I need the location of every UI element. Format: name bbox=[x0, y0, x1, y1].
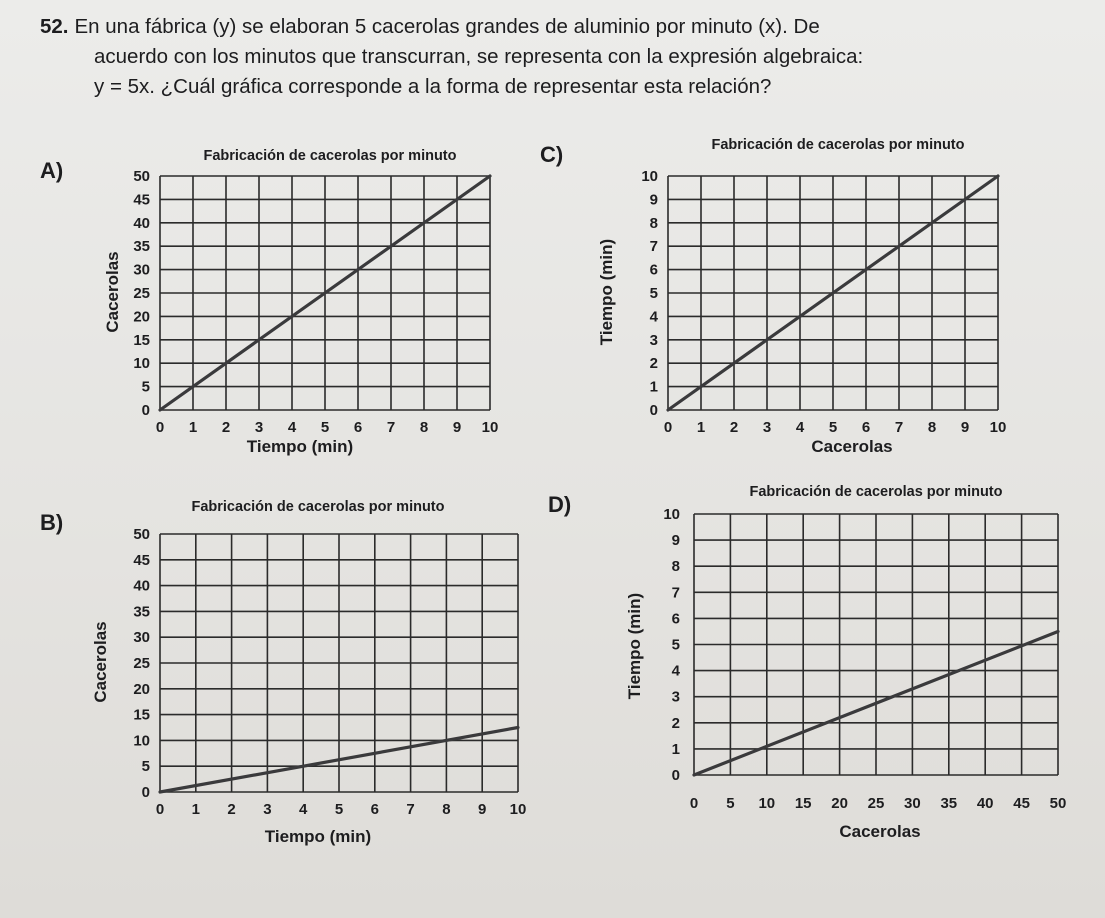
y-tick-label: 20 bbox=[133, 308, 150, 326]
y-tick-label: 4 bbox=[671, 662, 680, 680]
y-tick-label: 7 bbox=[671, 584, 680, 602]
x-tick-label: 20 bbox=[831, 795, 848, 812]
y-tick-label: 30 bbox=[133, 629, 150, 647]
chart-title: Fabricación de cacerolas por minuto bbox=[749, 484, 1003, 500]
x-tick-label: 30 bbox=[904, 795, 921, 812]
y-tick-label: 0 bbox=[649, 402, 658, 419]
y-tick-label: 5 bbox=[671, 636, 680, 654]
x-tick-label: 6 bbox=[353, 419, 363, 436]
x-tick-label: 9 bbox=[960, 419, 970, 436]
chart-title: Fabricación de cacerolas por minuto bbox=[191, 499, 445, 515]
y-tick-label: 3 bbox=[649, 331, 658, 349]
x-tick-label: 0 bbox=[155, 801, 165, 818]
x-tick-label: 8 bbox=[927, 419, 937, 436]
x-tick-label: 6 bbox=[370, 801, 379, 818]
x-tick-label: 2 bbox=[227, 801, 236, 818]
y-tick-label: 3 bbox=[671, 688, 680, 706]
x-axis-label: Cacerolas bbox=[811, 437, 893, 456]
option-label-b: B) bbox=[40, 510, 64, 535]
chart-a bbox=[103, 148, 498, 456]
x-tick-label: 50 bbox=[1049, 795, 1067, 812]
x-tick-label: 35 bbox=[940, 795, 958, 812]
y-tick-label: 40 bbox=[133, 577, 150, 595]
x-axis-label: Tiempo (min) bbox=[264, 827, 372, 846]
y-tick-label: 15 bbox=[133, 706, 150, 724]
x-tick-label: 5 bbox=[726, 795, 735, 812]
x-tick-label: 7 bbox=[386, 419, 396, 436]
y-tick-label: 9 bbox=[649, 191, 658, 209]
y-axis-label: Cacerolas bbox=[91, 621, 110, 703]
y-tick-label: 0 bbox=[141, 784, 150, 801]
x-tick-label: 2 bbox=[221, 419, 231, 436]
y-tick-label: 2 bbox=[671, 714, 680, 732]
x-tick-label: 7 bbox=[406, 801, 415, 818]
y-tick-label: 7 bbox=[649, 238, 658, 256]
x-tick-label: 10 bbox=[758, 795, 776, 812]
y-tick-label: 5 bbox=[141, 378, 150, 396]
chart-c bbox=[597, 137, 1006, 456]
x-tick-label: 5 bbox=[828, 419, 838, 436]
x-tick-label: 4 bbox=[287, 419, 297, 436]
x-tick-label: 0 bbox=[155, 419, 165, 436]
x-tick-label: 9 bbox=[452, 419, 462, 436]
y-tick-label: 10 bbox=[641, 168, 658, 185]
x-tick-label: 7 bbox=[894, 419, 904, 436]
x-tick-label: 3 bbox=[254, 419, 264, 436]
y-tick-label: 40 bbox=[133, 214, 150, 232]
y-tick-label: 35 bbox=[133, 238, 150, 256]
x-tick-label: 8 bbox=[419, 419, 429, 436]
y-tick-label: 20 bbox=[133, 680, 150, 698]
x-tick-label: 0 bbox=[663, 419, 673, 436]
y-tick-label: 50 bbox=[133, 168, 150, 185]
option-label-c: C) bbox=[540, 142, 564, 167]
y-axis-label: Cacerolas bbox=[103, 251, 122, 333]
y-tick-label: 35 bbox=[133, 603, 150, 621]
y-tick-label: 9 bbox=[671, 532, 680, 550]
y-tick-label: 50 bbox=[133, 526, 150, 543]
y-tick-label: 10 bbox=[133, 732, 150, 750]
question-line-3: y = 5x. ¿Cuál gráfica corresponde a la forma de representar esta relación? bbox=[94, 75, 772, 98]
x-tick-label: 15 bbox=[794, 795, 812, 812]
x-tick-label: 1 bbox=[191, 801, 200, 818]
question-line-2: acuerdo con los minutos que transcurran, se representa con la expresión algebraica: bbox=[94, 45, 864, 68]
y-tick-label: 6 bbox=[671, 610, 680, 628]
chart-d bbox=[625, 484, 1066, 841]
y-tick-label: 4 bbox=[649, 308, 658, 326]
x-tick-label: 6 bbox=[861, 419, 871, 436]
y-tick-label: 8 bbox=[649, 214, 658, 232]
y-tick-label: 5 bbox=[649, 285, 658, 302]
y-tick-label: 6 bbox=[649, 261, 658, 279]
y-axis-label: Tiempo (min) bbox=[597, 238, 616, 346]
y-tick-label: 45 bbox=[133, 551, 150, 569]
x-tick-label: 10 bbox=[989, 419, 1007, 436]
x-tick-label: 4 bbox=[795, 419, 805, 436]
x-axis-label: Tiempo (min) bbox=[246, 437, 354, 456]
y-tick-label: 0 bbox=[141, 402, 150, 419]
x-tick-label: 1 bbox=[696, 419, 706, 436]
question-line-1: En una fábrica (y) se elaboran 5 cacerolas grandes de aluminio por minuto (x). De bbox=[74, 15, 820, 38]
y-tick-label: 25 bbox=[133, 655, 150, 672]
y-tick-label: 8 bbox=[671, 558, 680, 576]
option-label-d: D) bbox=[548, 492, 572, 517]
x-tick-label: 5 bbox=[320, 419, 330, 436]
y-tick-label: 2 bbox=[649, 355, 658, 373]
y-axis-label: Tiempo (min) bbox=[625, 592, 644, 700]
y-tick-label: 45 bbox=[133, 191, 150, 209]
x-tick-label: 9 bbox=[478, 801, 487, 818]
question-number: 52. bbox=[40, 15, 69, 38]
y-tick-label: 15 bbox=[133, 331, 150, 349]
x-tick-label: 2 bbox=[729, 419, 739, 436]
option-label-a: A) bbox=[40, 158, 64, 183]
x-tick-label: 0 bbox=[689, 795, 699, 812]
y-tick-label: 10 bbox=[133, 355, 150, 373]
x-tick-label: 5 bbox=[334, 801, 344, 818]
x-tick-label: 10 bbox=[509, 801, 527, 818]
chart-title: Fabricación de cacerolas por minuto bbox=[203, 148, 457, 164]
x-tick-label: 45 bbox=[1013, 795, 1030, 812]
y-tick-label: 5 bbox=[141, 758, 150, 776]
y-tick-label: 1 bbox=[671, 740, 680, 758]
chart-b bbox=[91, 499, 526, 846]
y-tick-label: 1 bbox=[649, 378, 658, 396]
x-tick-label: 4 bbox=[299, 801, 308, 818]
y-tick-label: 25 bbox=[133, 285, 150, 302]
y-tick-label: 0 bbox=[671, 767, 680, 784]
x-axis-label: Cacerolas bbox=[839, 822, 921, 841]
x-tick-label: 3 bbox=[263, 801, 272, 818]
y-tick-label: 30 bbox=[133, 261, 150, 279]
chart-title: Fabricación de cacerolas por minuto bbox=[711, 137, 965, 153]
x-tick-label: 25 bbox=[867, 795, 885, 812]
x-tick-label: 40 bbox=[976, 795, 994, 812]
x-tick-label: 1 bbox=[188, 419, 198, 436]
x-tick-label: 10 bbox=[481, 419, 499, 436]
y-tick-label: 10 bbox=[663, 506, 680, 523]
x-tick-label: 3 bbox=[762, 419, 772, 436]
x-tick-label: 8 bbox=[442, 801, 451, 818]
